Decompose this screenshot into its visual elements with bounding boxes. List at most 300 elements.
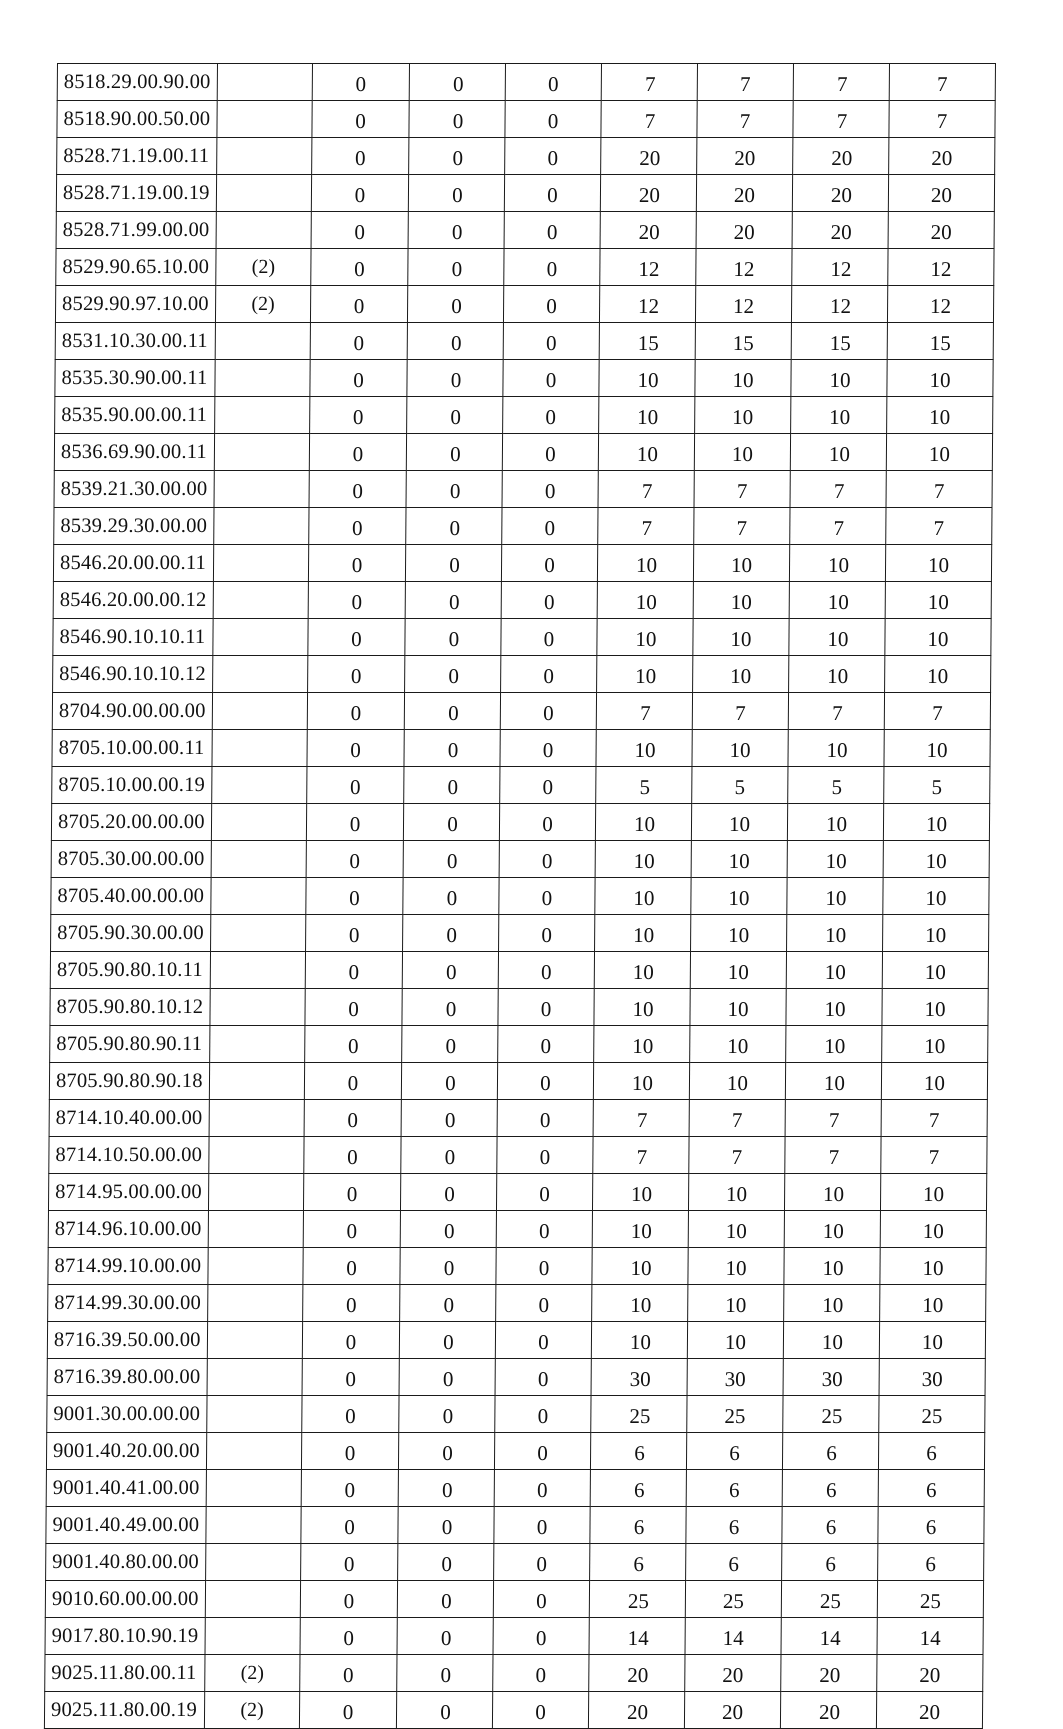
rate-cell: 0 <box>400 1285 496 1322</box>
rate-cell: 0 <box>311 249 408 286</box>
rate-cell: 10 <box>788 730 884 767</box>
footnote-cell <box>215 360 310 397</box>
rate-cell: 10 <box>595 878 691 915</box>
rate-cell: 0 <box>409 64 505 101</box>
rate-cell: 0 <box>307 730 404 767</box>
rate-cell: 6 <box>590 1544 686 1581</box>
table-row <box>47 1359 985 1396</box>
rate-cell: 7 <box>881 1137 987 1174</box>
rate-cell: 7 <box>697 64 793 101</box>
rate-cell: 20 <box>888 175 994 212</box>
rate-cell: 0 <box>402 989 498 1026</box>
rate-cell: 10 <box>594 1026 690 1063</box>
rate-cell: 0 <box>401 1063 497 1100</box>
rate-cell: 7 <box>692 693 788 730</box>
rate-cell: 0 <box>310 397 407 434</box>
rate-cell: 7 <box>697 101 793 138</box>
table-row <box>56 212 994 249</box>
rate-cell: 10 <box>791 360 887 397</box>
rate-cell: 0 <box>396 1692 492 1729</box>
rate-cell: 30 <box>879 1359 985 1396</box>
rate-cell: 10 <box>693 656 789 693</box>
rate-cell: 10 <box>688 1211 784 1248</box>
rate-cell: 12 <box>695 286 791 323</box>
footnote-cell <box>212 693 307 730</box>
tariff-code-cell: 8705.40.00.00.00 <box>51 878 211 915</box>
tariff-code-cell: 8529.90.65.10.00 <box>56 249 216 286</box>
rate-cell: 10 <box>879 1322 985 1359</box>
rate-cell: 10 <box>885 656 991 693</box>
tariff-code-cell: 8528.71.19.00.19 <box>56 175 216 212</box>
tariff-code-cell: 8529.90.97.10.00 <box>55 286 215 323</box>
rate-cell: 14 <box>781 1618 877 1655</box>
rate-cell: 10 <box>880 1248 986 1285</box>
footnote-cell: (2) <box>204 1692 299 1729</box>
rate-cell: 10 <box>887 360 993 397</box>
rate-cell: 0 <box>495 1396 591 1433</box>
rate-cell: 10 <box>687 1322 783 1359</box>
tariff-code-cell: 8704.90.00.00.00 <box>52 693 212 730</box>
rate-cell: 0 <box>303 1174 400 1211</box>
rate-cell: 0 <box>505 64 601 101</box>
rate-cell: 0 <box>492 1692 588 1729</box>
tariff-code-cell: 8546.90.10.10.12 <box>53 656 213 693</box>
table-row <box>55 323 993 360</box>
tariff-table <box>44 63 996 1729</box>
rate-cell: 25 <box>783 1396 879 1433</box>
table-row <box>57 138 995 175</box>
rate-cell: 20 <box>877 1655 983 1692</box>
rate-cell: 7 <box>886 471 992 508</box>
table-row <box>45 1581 983 1618</box>
footnote-cell <box>217 64 312 101</box>
rate-cell: 10 <box>597 582 693 619</box>
rate-cell: 0 <box>499 804 595 841</box>
rate-cell: 10 <box>786 952 882 989</box>
rate-cell: 0 <box>398 1544 494 1581</box>
rate-cell: 10 <box>789 582 885 619</box>
rate-cell: 7 <box>793 101 889 138</box>
table-row <box>51 878 989 915</box>
rate-cell: 10 <box>883 841 989 878</box>
rate-cell: 20 <box>876 1692 982 1729</box>
rate-cell: 10 <box>599 397 695 434</box>
rate-cell: 25 <box>877 1581 983 1618</box>
rate-cell: 10 <box>691 878 787 915</box>
rate-cell: 0 <box>311 212 408 249</box>
rate-cell: 20 <box>696 175 792 212</box>
table-row <box>46 1470 984 1507</box>
footnote-cell <box>210 1026 305 1063</box>
rate-cell: 0 <box>499 878 595 915</box>
rate-cell: 6 <box>878 1544 984 1581</box>
rate-cell: 0 <box>408 212 504 249</box>
rate-cell: 10 <box>693 545 789 582</box>
rate-cell: 12 <box>887 286 993 323</box>
rate-cell: 10 <box>592 1248 688 1285</box>
tariff-code-cell: 8535.30.90.00.11 <box>55 360 215 397</box>
rate-cell: 0 <box>504 212 600 249</box>
rate-cell: 10 <box>885 582 991 619</box>
rate-cell: 0 <box>497 1063 593 1100</box>
rate-cell: 0 <box>406 434 502 471</box>
table-row <box>53 656 991 693</box>
footnote-cell <box>208 1248 303 1285</box>
rate-cell: 6 <box>590 1507 686 1544</box>
rate-cell: 0 <box>503 360 599 397</box>
rate-cell: 0 <box>312 64 409 101</box>
rate-cell: 0 <box>301 1544 398 1581</box>
rate-cell: 0 <box>306 841 403 878</box>
rate-cell: 10 <box>693 582 789 619</box>
rate-cell: 0 <box>493 1618 589 1655</box>
rate-cell: 0 <box>495 1359 591 1396</box>
footnote-cell <box>213 619 308 656</box>
tariff-code-cell: 8705.10.00.00.11 <box>52 730 212 767</box>
tariff-code-cell: 8536.69.90.00.11 <box>54 434 214 471</box>
rate-cell: 10 <box>882 989 988 1026</box>
table-row <box>50 989 988 1026</box>
table-row <box>56 249 994 286</box>
rate-cell: 10 <box>791 397 887 434</box>
rate-cell: 7 <box>598 508 694 545</box>
rate-cell: 6 <box>686 1507 782 1544</box>
rate-cell: 10 <box>691 841 787 878</box>
rate-cell: 10 <box>884 730 990 767</box>
rate-cell: 12 <box>888 249 994 286</box>
rate-cell: 0 <box>312 101 409 138</box>
rate-cell: 10 <box>881 1063 987 1100</box>
rate-cell: 6 <box>878 1507 984 1544</box>
rate-cell: 6 <box>686 1470 782 1507</box>
rate-cell: 20 <box>781 1655 877 1692</box>
rate-cell: 20 <box>588 1692 684 1729</box>
rate-cell: 12 <box>792 249 888 286</box>
footnote-cell <box>213 582 308 619</box>
rate-cell: 0 <box>310 323 407 360</box>
rate-cell: 20 <box>793 138 889 175</box>
rate-cell: 10 <box>690 989 786 1026</box>
tariff-code-cell: 8705.90.30.00.00 <box>51 915 211 952</box>
table-row <box>54 434 992 471</box>
rate-cell: 10 <box>885 619 991 656</box>
rate-cell: 10 <box>784 1174 880 1211</box>
rate-cell: 10 <box>786 1026 882 1063</box>
rate-cell: 0 <box>308 619 405 656</box>
footnote-cell <box>216 175 311 212</box>
rate-cell: 10 <box>691 915 787 952</box>
rate-cell: 15 <box>599 323 695 360</box>
rate-cell: 0 <box>310 360 407 397</box>
rate-cell: 0 <box>301 1507 398 1544</box>
rate-cell: 10 <box>695 397 791 434</box>
footnote-cell <box>214 434 309 471</box>
rate-cell: 10 <box>594 952 690 989</box>
rate-cell: 10 <box>692 730 788 767</box>
rate-cell: 0 <box>503 397 599 434</box>
footnote-cell <box>217 101 312 138</box>
footnote-cell <box>214 471 309 508</box>
rate-cell: 10 <box>690 1026 786 1063</box>
footnote-cell <box>206 1470 301 1507</box>
rate-cell: 0 <box>306 878 403 915</box>
rate-cell: 0 <box>401 1137 497 1174</box>
rate-cell: 7 <box>793 64 889 101</box>
rate-cell: 0 <box>501 619 597 656</box>
rate-cell: 25 <box>591 1396 687 1433</box>
rate-cell: 6 <box>782 1544 878 1581</box>
rate-cell: 0 <box>305 952 402 989</box>
rate-cell: 0 <box>407 397 503 434</box>
tariff-code-cell: 8705.90.80.10.11 <box>50 952 210 989</box>
footnote-cell <box>208 1285 303 1322</box>
rate-cell: 0 <box>496 1248 592 1285</box>
rate-cell: 25 <box>781 1581 877 1618</box>
rate-cell: 10 <box>787 915 883 952</box>
tariff-code-cell: 8518.29.00.90.00 <box>57 64 217 101</box>
rate-cell: 5 <box>692 767 788 804</box>
rate-cell: 0 <box>402 1026 498 1063</box>
rate-cell: 0 <box>498 1026 594 1063</box>
rate-cell: 6 <box>590 1433 686 1470</box>
rate-cell: 0 <box>301 1433 398 1470</box>
rate-cell: 10 <box>690 952 786 989</box>
rate-cell: 6 <box>782 1507 878 1544</box>
footnote-cell <box>211 804 306 841</box>
rate-cell: 0 <box>498 952 594 989</box>
rate-cell: 0 <box>307 693 404 730</box>
table-row <box>50 952 988 989</box>
footnote-cell <box>217 138 312 175</box>
tariff-code-cell: 9001.40.49.00.00 <box>46 1507 206 1544</box>
rate-cell: 20 <box>600 175 696 212</box>
rate-cell: 5 <box>788 767 884 804</box>
rate-cell: 0 <box>309 508 406 545</box>
rate-cell: 0 <box>305 989 402 1026</box>
footnote-cell <box>213 656 308 693</box>
tariff-code-cell: 8531.10.30.00.11 <box>55 323 215 360</box>
rate-cell: 0 <box>404 693 500 730</box>
table-row <box>45 1655 983 1692</box>
rate-cell: 20 <box>792 175 888 212</box>
table-row <box>49 1100 987 1137</box>
footnote-cell <box>205 1618 300 1655</box>
tariff-code-cell: 8705.10.00.00.19 <box>52 767 212 804</box>
table-row <box>57 64 995 101</box>
tariff-code-cell: 8528.71.99.00.00 <box>56 212 216 249</box>
rate-cell: 10 <box>784 1248 880 1285</box>
rate-cell: 0 <box>299 1692 396 1729</box>
table-row <box>47 1322 985 1359</box>
rate-cell: 0 <box>496 1174 592 1211</box>
rate-cell: 7 <box>593 1100 689 1137</box>
rate-cell: 20 <box>600 212 696 249</box>
rate-cell: 10 <box>689 1063 785 1100</box>
rate-cell: 0 <box>306 804 403 841</box>
footnote-cell <box>208 1211 303 1248</box>
rate-cell: 10 <box>880 1174 986 1211</box>
footnote-cell <box>214 508 309 545</box>
rate-cell: 7 <box>689 1137 785 1174</box>
rate-cell: 0 <box>505 138 601 175</box>
tariff-code-cell: 9001.40.80.00.00 <box>46 1544 206 1581</box>
table-row <box>51 915 989 952</box>
rate-cell: 0 <box>398 1507 494 1544</box>
rate-cell: 10 <box>688 1285 784 1322</box>
tariff-code-cell: 8546.20.00.00.11 <box>53 545 213 582</box>
rate-cell: 10 <box>694 434 790 471</box>
tariff-table-body <box>44 64 995 1729</box>
rate-cell: 20 <box>792 212 888 249</box>
rate-cell: 0 <box>503 286 599 323</box>
table-row <box>49 1137 987 1174</box>
rate-cell: 10 <box>688 1248 784 1285</box>
rate-cell: 0 <box>502 471 598 508</box>
tariff-code-cell: 8539.21.30.00.00 <box>54 471 214 508</box>
rate-cell: 10 <box>886 434 992 471</box>
rate-cell: 30 <box>783 1359 879 1396</box>
table-row <box>52 693 990 730</box>
rate-cell: 0 <box>495 1322 591 1359</box>
table-row <box>55 397 993 434</box>
rate-cell: 0 <box>407 360 503 397</box>
tariff-code-cell: 9017.80.10.90.19 <box>45 1618 205 1655</box>
rate-cell: 0 <box>300 1581 397 1618</box>
rate-cell: 25 <box>687 1396 783 1433</box>
tariff-code-cell: 8705.90.80.90.11 <box>50 1026 210 1063</box>
footnote-cell <box>211 841 306 878</box>
rate-cell: 0 <box>398 1470 494 1507</box>
rate-cell: 0 <box>407 286 503 323</box>
rate-cell: 10 <box>597 545 693 582</box>
rate-cell: 0 <box>403 878 499 915</box>
footnote-cell <box>205 1581 300 1618</box>
tariff-code-cell: 8518.90.00.50.00 <box>57 101 217 138</box>
footnote-cell <box>212 767 307 804</box>
rate-cell: 0 <box>308 656 405 693</box>
rate-cell: 20 <box>684 1692 780 1729</box>
rate-cell: 0 <box>308 582 405 619</box>
rate-cell: 7 <box>884 693 990 730</box>
rate-cell: 0 <box>403 915 499 952</box>
rate-cell: 0 <box>406 508 502 545</box>
tariff-code-cell: 8546.20.00.00.12 <box>53 582 213 619</box>
rate-cell: 10 <box>786 989 882 1026</box>
footnote-cell <box>206 1433 301 1470</box>
rate-cell: 0 <box>409 138 505 175</box>
rate-cell: 10 <box>882 1026 988 1063</box>
rate-cell: 7 <box>596 693 692 730</box>
rate-cell: 0 <box>500 767 596 804</box>
rate-cell: 10 <box>592 1174 688 1211</box>
rate-cell: 0 <box>496 1211 592 1248</box>
rate-cell: 20 <box>697 138 793 175</box>
rate-cell: 10 <box>784 1211 880 1248</box>
rate-cell: 0 <box>307 767 404 804</box>
rate-cell: 6 <box>878 1433 984 1470</box>
rate-cell: 10 <box>785 1063 881 1100</box>
table-row <box>56 175 994 212</box>
rate-cell: 0 <box>408 175 504 212</box>
table-row <box>48 1248 986 1285</box>
tariff-code-cell: 8714.10.40.00.00 <box>49 1100 209 1137</box>
rate-cell: 10 <box>789 619 885 656</box>
rate-cell: 10 <box>790 434 886 471</box>
rate-cell: 0 <box>300 1618 397 1655</box>
rate-cell: 10 <box>592 1285 688 1322</box>
rate-cell: 0 <box>406 471 502 508</box>
tariff-code-cell: 8705.20.00.00.00 <box>51 804 211 841</box>
table-row <box>54 471 992 508</box>
tariff-code-cell: 9025.11.80.00.19 <box>44 1692 204 1729</box>
rate-cell: 30 <box>591 1359 687 1396</box>
rate-cell: 20 <box>888 212 994 249</box>
rate-cell: 7 <box>601 64 697 101</box>
table-row <box>53 545 991 582</box>
rate-cell: 15 <box>887 323 993 360</box>
rate-cell: 0 <box>400 1211 496 1248</box>
table-row <box>53 582 991 619</box>
rate-cell: 0 <box>501 582 597 619</box>
footnote-cell <box>209 1137 304 1174</box>
rate-cell: 0 <box>304 1063 401 1100</box>
rate-cell: 10 <box>883 804 989 841</box>
rate-cell: 12 <box>600 249 696 286</box>
rate-cell: 0 <box>504 249 600 286</box>
table-row <box>51 804 989 841</box>
table-row <box>51 841 989 878</box>
rate-cell: 0 <box>405 656 501 693</box>
table-row <box>48 1285 986 1322</box>
rate-cell: 0 <box>499 841 595 878</box>
rate-cell: 10 <box>880 1285 986 1322</box>
rate-cell: 6 <box>782 1470 878 1507</box>
rate-cell: 5 <box>884 767 990 804</box>
footnote-cell <box>206 1544 301 1581</box>
tariff-code-cell: 8546.90.10.10.11 <box>53 619 213 656</box>
rate-cell: 0 <box>405 619 501 656</box>
rate-cell: 0 <box>404 730 500 767</box>
rate-cell: 0 <box>302 1396 399 1433</box>
rate-cell: 0 <box>502 508 598 545</box>
rate-cell: 14 <box>685 1618 781 1655</box>
rate-cell: 10 <box>787 878 883 915</box>
rate-cell: 10 <box>885 545 991 582</box>
rate-cell: 10 <box>883 878 989 915</box>
rate-cell: 7 <box>689 1100 785 1137</box>
table-row <box>53 619 991 656</box>
rate-cell: 7 <box>790 471 886 508</box>
rate-cell: 5 <box>596 767 692 804</box>
rate-cell: 10 <box>688 1174 784 1211</box>
rate-cell: 12 <box>791 286 887 323</box>
rate-cell: 10 <box>592 1211 688 1248</box>
rate-cell: 10 <box>597 656 693 693</box>
rate-cell: 0 <box>501 656 597 693</box>
table-row <box>54 508 992 545</box>
rate-cell: 0 <box>305 1026 402 1063</box>
rate-cell: 0 <box>494 1507 590 1544</box>
footnote-cell <box>206 1507 301 1544</box>
rate-cell: 0 <box>306 915 403 952</box>
rate-cell: 0 <box>497 1100 593 1137</box>
rate-cell: 0 <box>303 1285 400 1322</box>
footnote-cell <box>210 952 305 989</box>
table-row <box>49 1063 987 1100</box>
tariff-code-cell: 9001.40.20.00.00 <box>46 1433 206 1470</box>
rate-cell: 14 <box>589 1618 685 1655</box>
rate-cell: 30 <box>687 1359 783 1396</box>
